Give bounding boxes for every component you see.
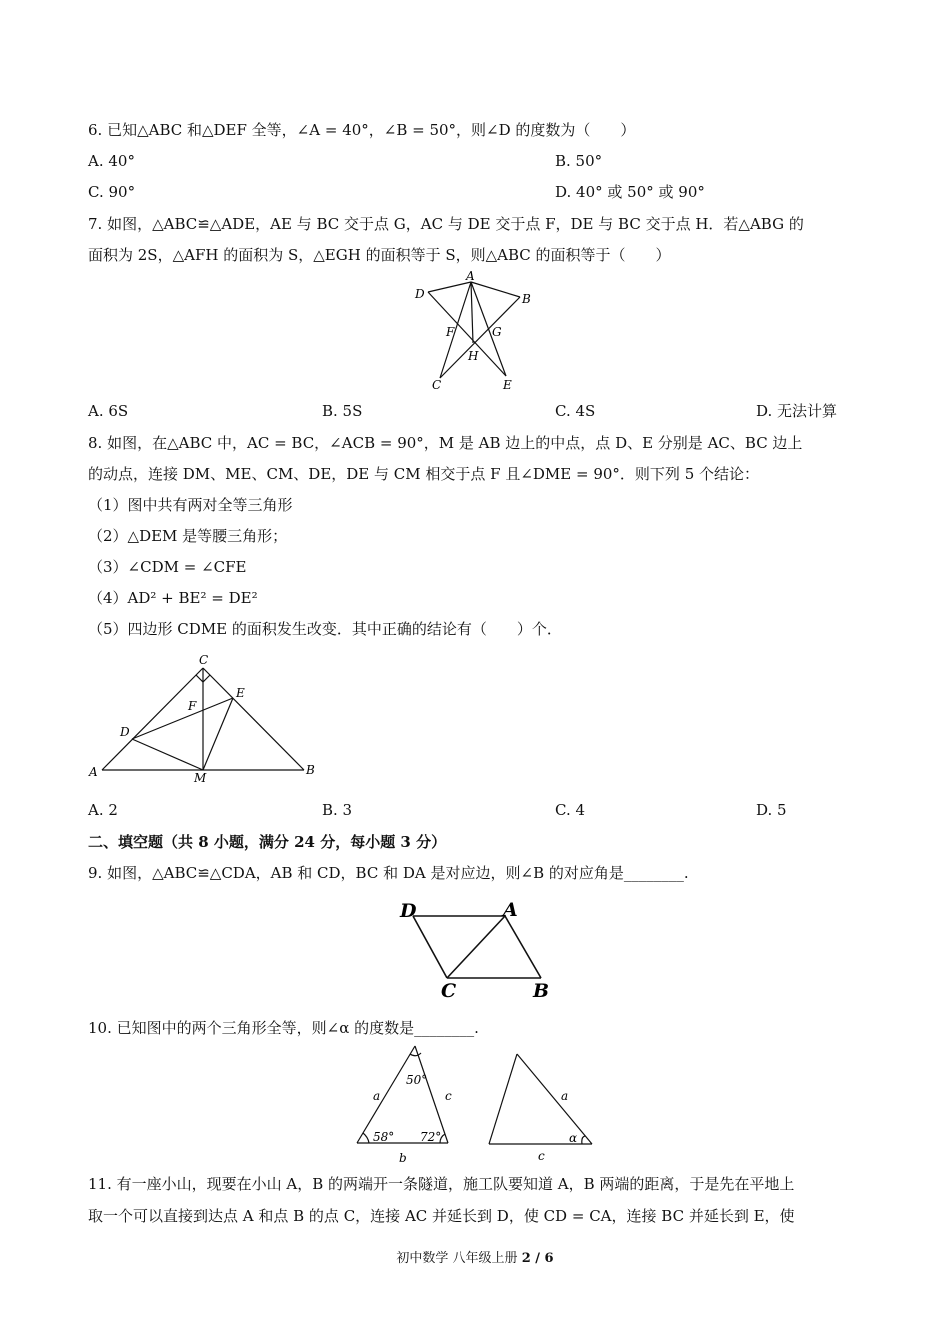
q9-label-b: B	[533, 980, 550, 1002]
q8-label-m: M	[194, 771, 207, 785]
q8-label-a: A	[89, 765, 98, 779]
q9-label-d: D	[400, 900, 417, 922]
q11-stem-line1: 11. 有一座小山，现要在小山 A，B 的两端开一条隧道，施工队要知道 A，B 两端的距离，于是先在平地上	[88, 1175, 795, 1193]
q8-option-a: A. 2	[88, 801, 118, 819]
q8-figure	[86, 650, 326, 790]
q8-label-d: D	[120, 725, 130, 739]
q7-label-b: B	[522, 292, 531, 306]
footer-page-number: 2 / 6	[521, 1251, 554, 1266]
q8-conclusion-2: （2）△DEM 是等腰三角形；	[88, 527, 288, 545]
q7-label-d: D	[415, 287, 425, 301]
page-footer	[0, 1247, 950, 1266]
q8-stem-line2: 的动点，连接 DM、ME、CM、DE，DE 与 CM 相交于点 F 且∠DME = 90°．则下列 5 个结论：	[88, 465, 760, 483]
q8-conclusion-4: （4）AD² + BE² = DE²	[88, 589, 258, 607]
q7-option-c: C. 4S	[555, 402, 596, 420]
q10-t2-side-c: c	[538, 1149, 545, 1163]
q6-option-a: A. 40°	[88, 152, 135, 170]
q7-label-g: G	[492, 325, 502, 339]
q10-t2-angle-alpha: α	[569, 1131, 578, 1145]
q6-stem: 6. 已知△ABC 和△DEF 全等，∠A = 40°，∠B = 50°，则∠D 的度数为（ ）	[88, 121, 636, 139]
q7-option-a: A. 6S	[88, 402, 129, 420]
footer-subject: 初中数学 八年级上册	[396, 1251, 518, 1266]
q8-conclusion-3: （3）∠CDM = ∠CFE	[88, 558, 247, 576]
q8-option-c: C. 4	[555, 801, 586, 819]
q8-conclusion-5: （5）四边形 CDME 的面积发生改变．其中正确的结论有（ ）个．	[88, 620, 562, 638]
q10-t1-side-a: a	[373, 1089, 381, 1103]
q10-stem: 10. 已知图中的两个三角形全等，则∠α 的度数是________.	[88, 1019, 479, 1037]
q7-label-e: E	[503, 378, 512, 392]
q10-t1-side-c: c	[445, 1089, 452, 1103]
q7-label-c: C	[432, 378, 442, 392]
q8-label-b: B	[306, 763, 315, 777]
q8-label-f: F	[188, 699, 197, 713]
q6-option-c: C. 90°	[88, 183, 136, 201]
q8-option-b: B. 3	[322, 801, 353, 819]
q7-stem-line1: 7. 如图，△ABC≌△ADE，AE 与 BC 交于点 G，AC 与 DE 交于点 F，DE 与 BC 交于点 H．若△ABG 的	[88, 215, 804, 233]
q8-conclusion-1: （1）图中共有两对全等三角形	[88, 496, 293, 514]
q11-stem-line2: 取一个可以直接到达点 A 和点 B 的点 C，连接 AC 并延长到 D，使 CD = CA，连接 BC 并延长到 E，使	[88, 1207, 795, 1225]
q9-label-c: C	[441, 980, 457, 1002]
q8-option-d: D. 5	[756, 801, 787, 819]
q10-triangle-1	[350, 1040, 460, 1170]
q10-t1-angle-right: 72°	[420, 1130, 442, 1144]
section-heading-fill-in: 二、填空题（共 8 小题，满分 24 分，每小题 3 分）	[88, 833, 447, 851]
q8-label-c: C	[199, 653, 209, 667]
q7-figure	[400, 268, 550, 398]
q7-label-h: H	[468, 349, 479, 363]
q7-option-b: B. 5S	[322, 402, 363, 420]
q9-stem: 9. 如图，△ABC≌△CDA，AB 和 CD，BC 和 DA 是对应边，则∠B 的对应角是________.	[88, 864, 689, 882]
q6-option-b: B. 50°	[555, 152, 603, 170]
q8-stem-line1: 8. 如图，在△ABC 中，AC = BC，∠ACB = 90°，M 是 AB 边上的中点，点 D、E 分别是 AC、BC 边上	[88, 434, 803, 452]
q6-option-d: D. 40° 或 50° 或 90°	[555, 183, 705, 201]
q7-label-a: A	[466, 269, 475, 283]
q8-label-e: E	[236, 686, 245, 700]
q10-t1-side-b: b	[399, 1151, 407, 1165]
q7-stem-line2: 面积为 2S，△AFH 的面积为 S，△EGH 的面积等于 S，则△ABC 的面积等于（ ）	[88, 246, 671, 264]
q10-t1-angle-left: 58°	[373, 1130, 395, 1144]
q10-t1-angle-top: 50°	[406, 1073, 428, 1087]
q7-option-d: D. 无法计算	[756, 402, 838, 420]
q7-label-f: F	[446, 325, 455, 339]
q10-t2-side-a: a	[561, 1089, 569, 1103]
q9-label-a: A	[503, 899, 518, 921]
q10-triangle-2	[485, 1048, 605, 1168]
q9-figure	[395, 896, 565, 1002]
